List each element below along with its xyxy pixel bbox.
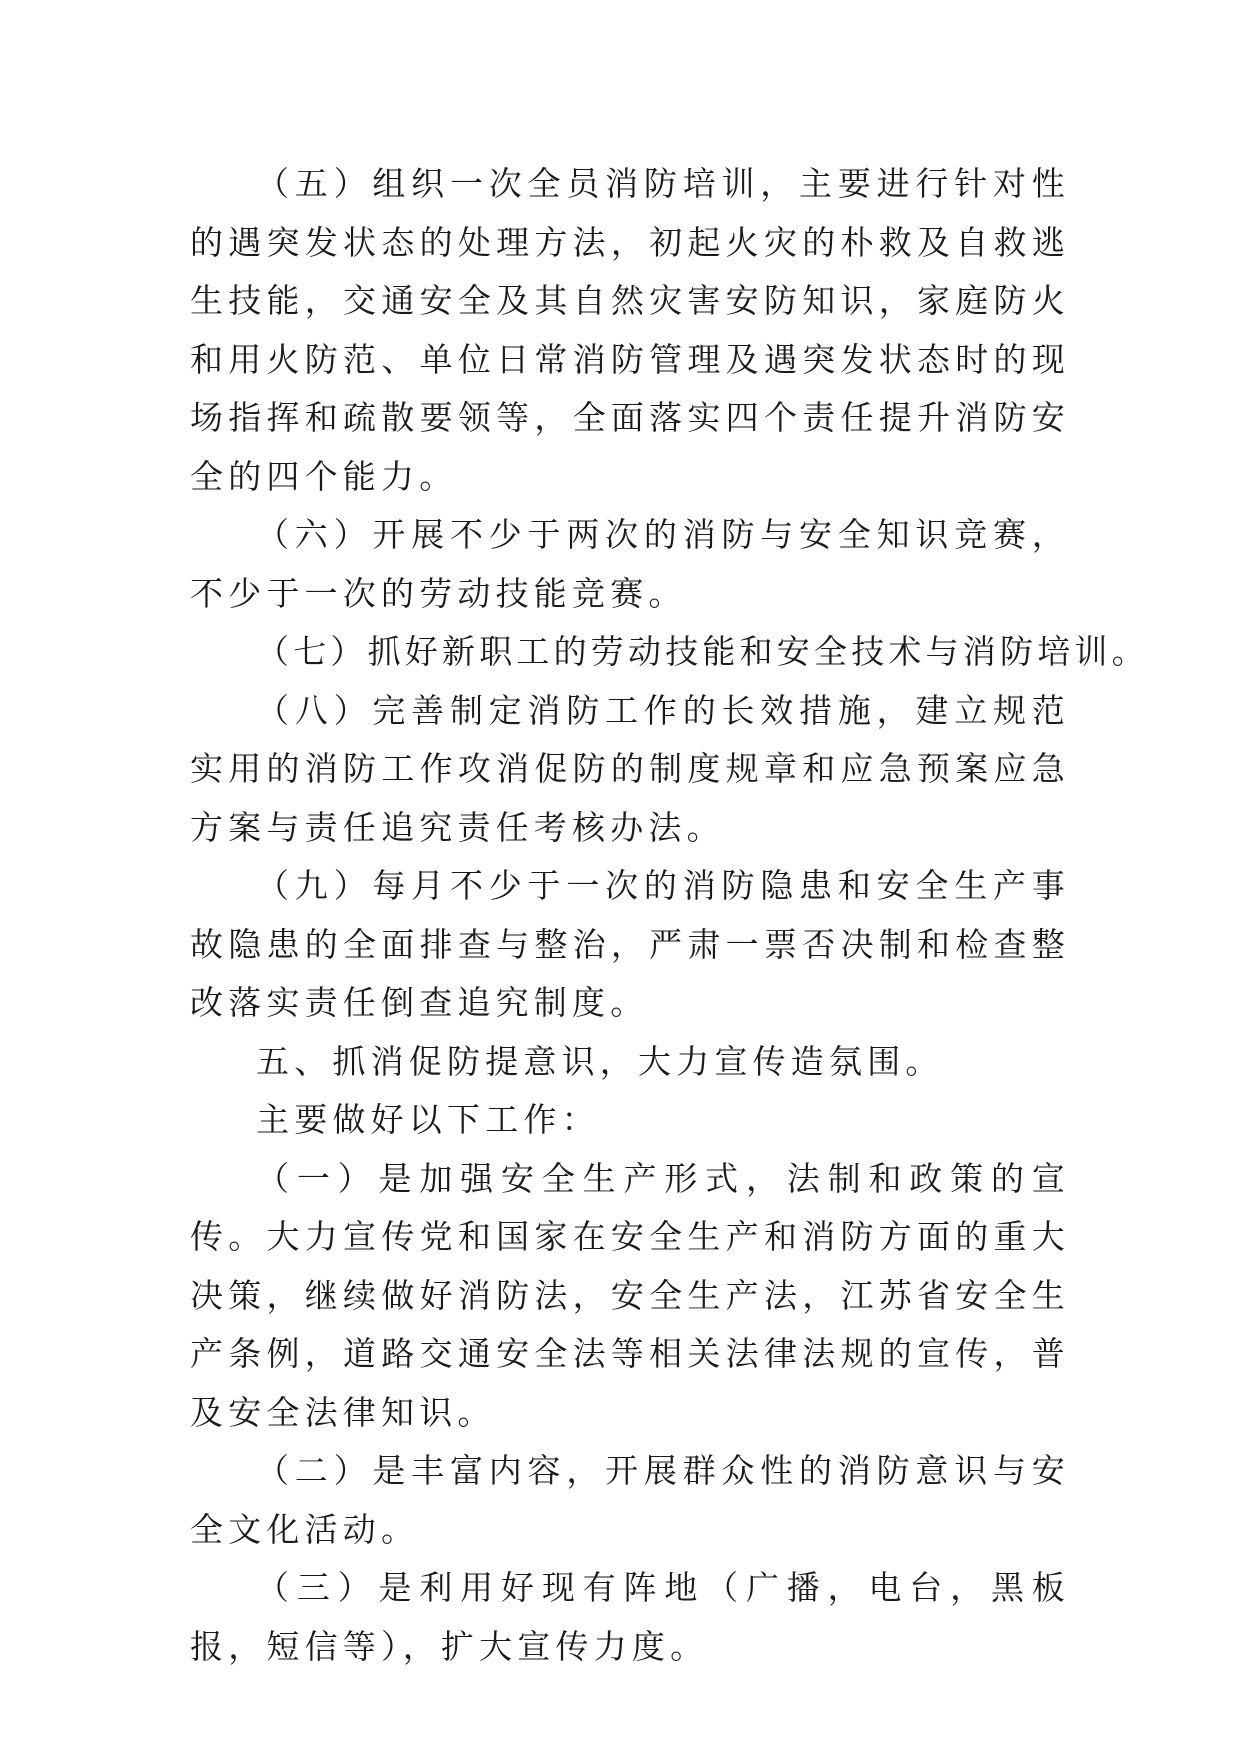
paragraph-training: （五）组织一次全员消防培训，主要进行针对性的遇突发状态的处理方法，初起火灾的朴救及自救逃生技能，交通安全及其自然灾害安防知识，家庭防火和用火防范、单位日常消防管理及遇突发状态时的现场指挥和疏散要领等，全面落实四个责任提升消防安全的四个能力。 (190, 164, 1070, 496)
paragraph-long-term-measures: （八）完善制定消防工作的长效措施，建立规范实用的消防工作攻消促防的制度规章和应急预案应急方案与责任追究责任考核办法。 (190, 690, 1070, 847)
paragraph-media-channels: （三）是利用好现有阵地（广播，电台，黑板报，短信等），扩大宣传力度。 (190, 1568, 1070, 1666)
paragraph-law-publicity: （一）是加强安全生产形式，法制和政策的宣传。大力宣传党和国家在安全生产和消防方面的重大决策，继续做好消防法，安全生产法，江苏省安全生产条例，道路交通安全法等相关法律法规的宣传，普及安全法律知识。 (190, 1158, 1070, 1432)
section-heading-publicity: 五、抓消促防提意识，大力宣传造氛围。 (256, 1041, 944, 1081)
paragraph-competition: （六）开展不少于两次的消防与安全知识竞赛，不少于一次的劳动技能竞赛。 (190, 515, 1070, 613)
paragraph-cultural-activities: （二）是丰富内容，开展群众性的消防意识与安全文化活动。 (190, 1451, 1070, 1549)
paragraph-main-tasks: 主要做好以下工作： (256, 1100, 600, 1139)
paragraph-hazard-inspection: （九）每月不少于一次的消防隐患和安全生产事故隐患的全面排查与整治，严肃一票否决制和检查整改落实责任倒查追究制度。 (190, 866, 1070, 1022)
paragraph-new-staff: （七）抓好新职工的劳动技能和安全技术与消防培训。 (256, 632, 1149, 671)
document-body (190, 155, 1149, 1676)
